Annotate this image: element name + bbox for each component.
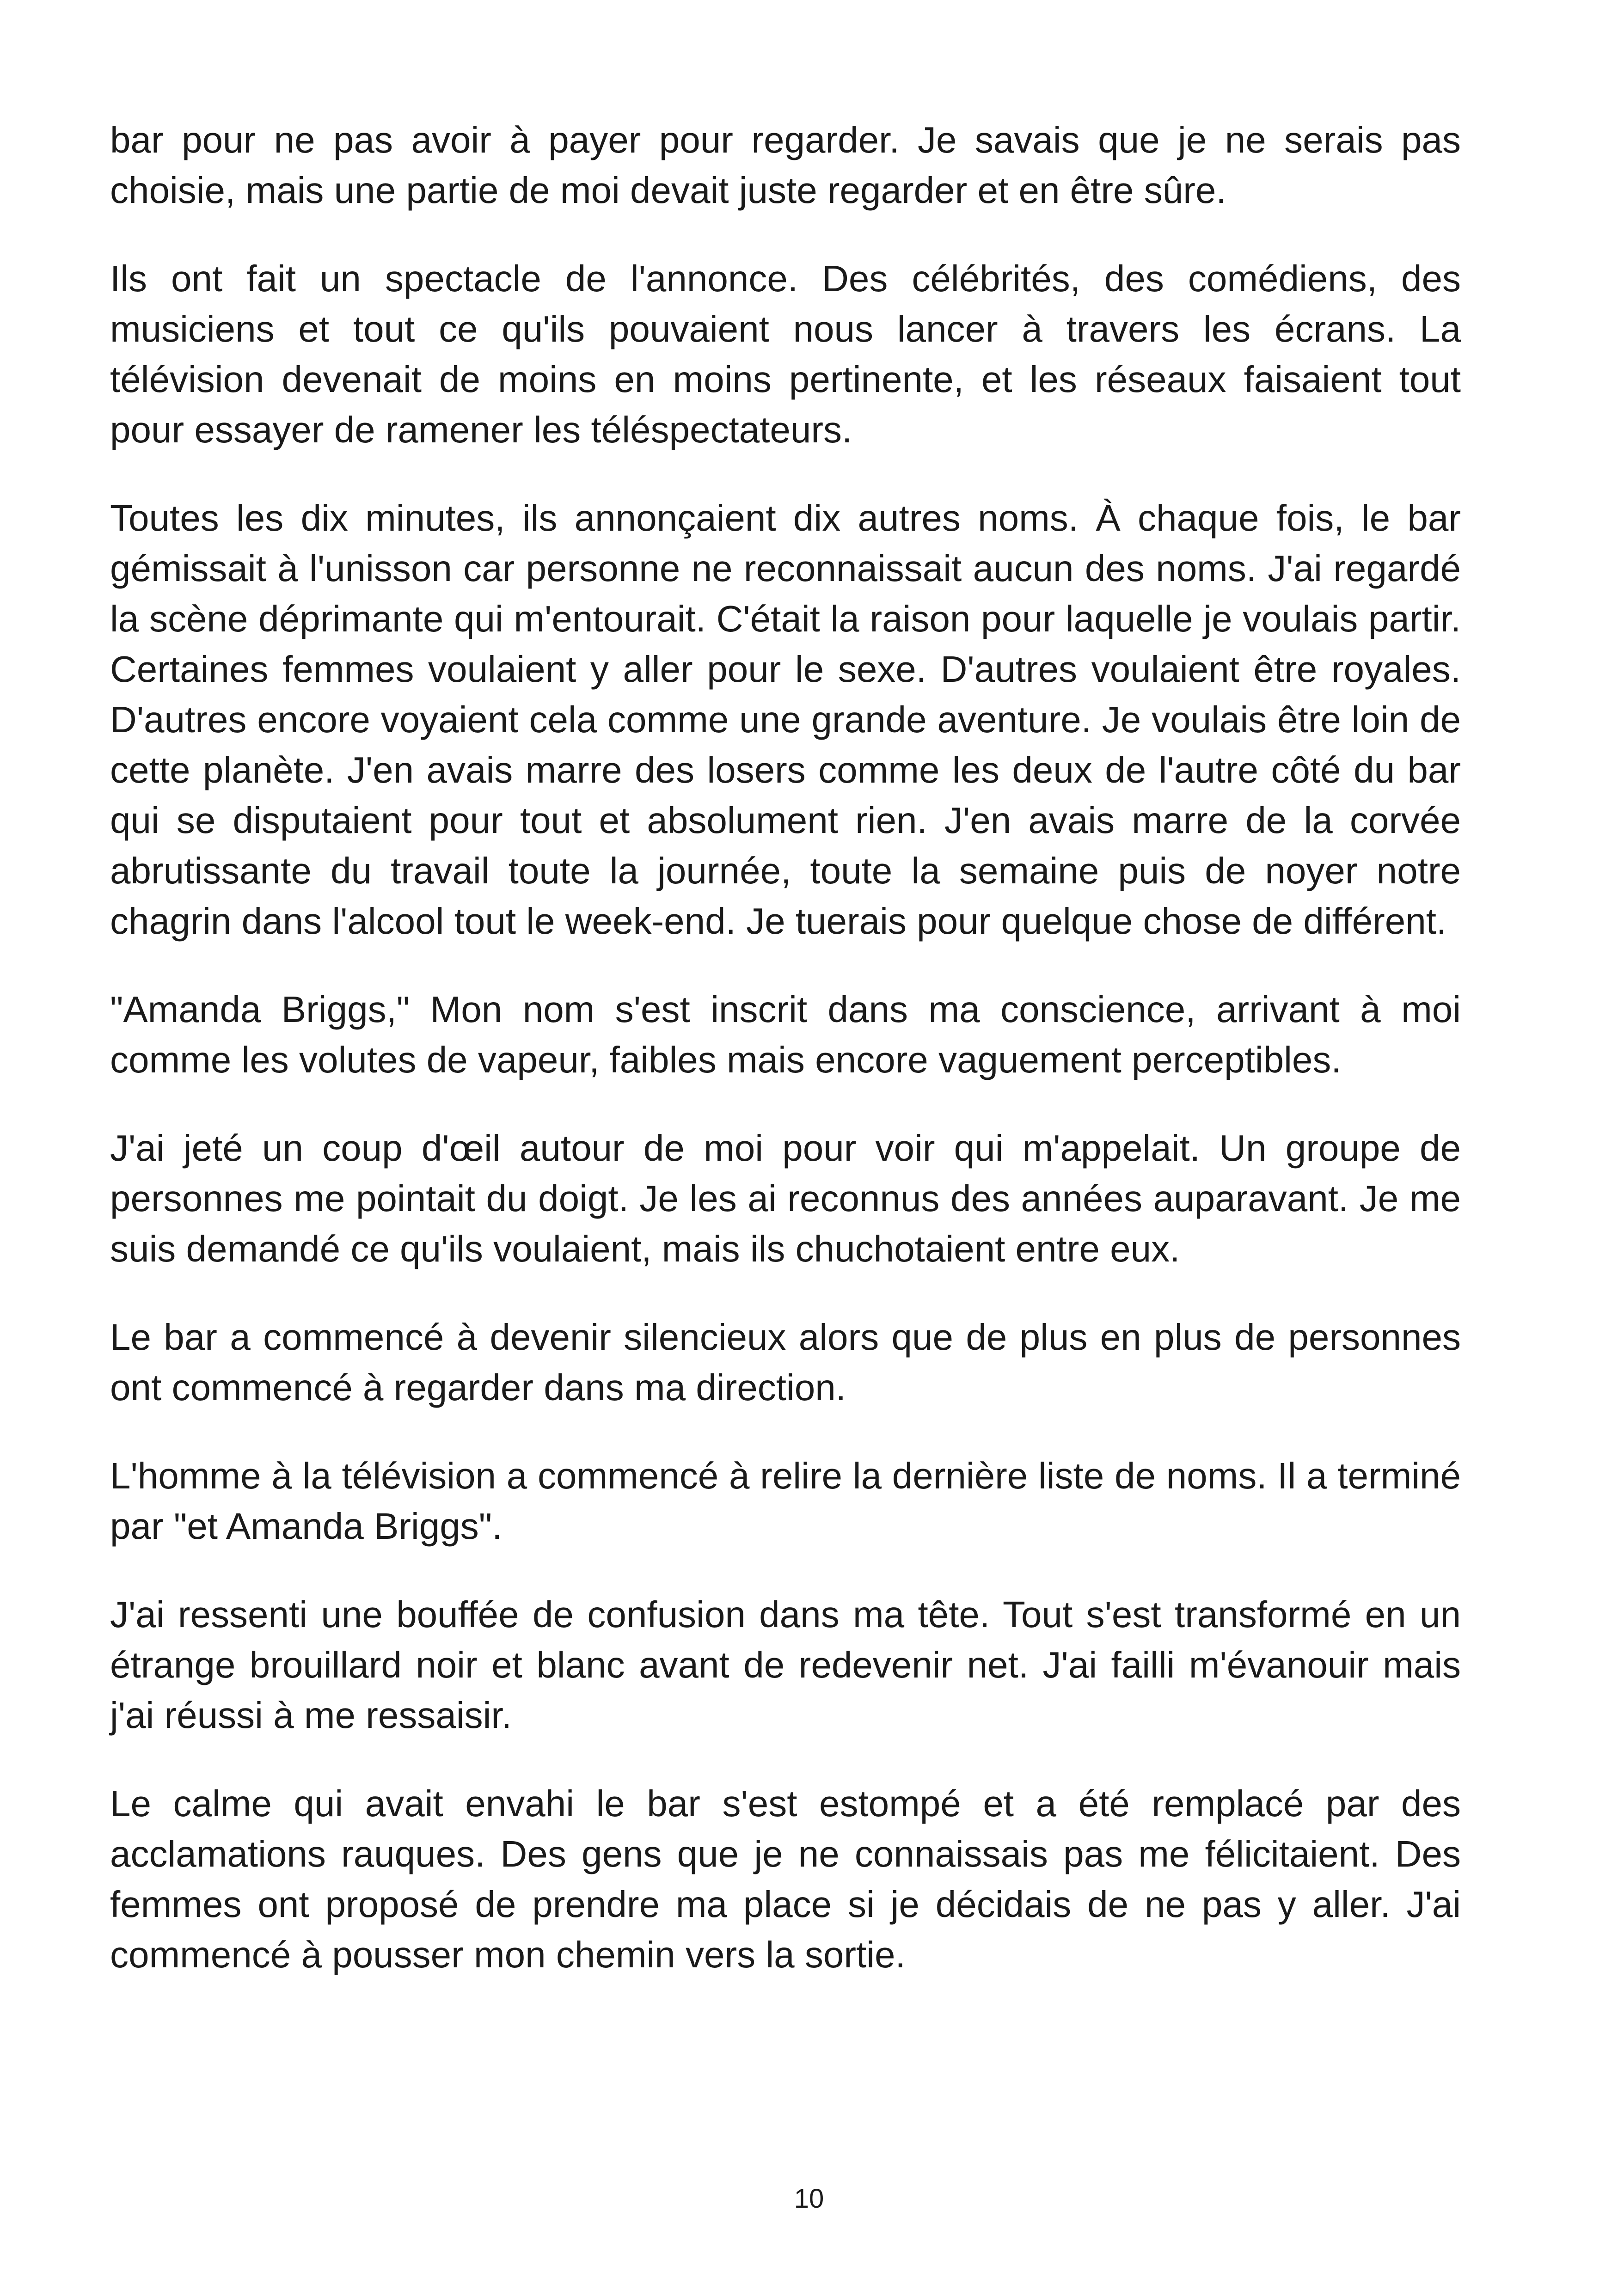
paragraph: L'homme à la télévision a commencé à relire la dernière liste de noms. Il a terminé par "et Amanda Briggs". [110, 1455, 1461, 1547]
paragraph: "Amanda Briggs," Mon nom s'est inscrit dans ma conscience, arrivant à moi comme les volutes de vapeur, faibles mais encore vaguement perceptibles. [110, 989, 1461, 1080]
paragraph: J'ai jeté un coup d'œil autour de moi pour voir qui m'appelait. Un groupe de personnes me pointait du doigt. Je les ai reconnus des années auparavant. Je me suis demandé ce qu'ils voulaient, mais ils chuchotaient entre eux. [110, 1127, 1461, 1269]
paragraph: Ils ont fait un spectacle de l'annonce. Des célébrités, des comédiens, des musiciens et tout ce qu'ils pouvaient nous lancer à travers les écrans. La télévision devenait de moins en moins pertinente, et les réseaux faisaient tout pour essayer de ramener les téléspectateurs. [110, 258, 1461, 450]
paragraph: Le bar a commencé à devenir silencieux alors que de plus en plus de personnes ont commencé à regarder dans ma direction. [110, 1316, 1461, 1408]
page-number: 10 [794, 2184, 824, 2214]
paragraph: Toutes les dix minutes, ils annonçaient dix autres noms. À chaque fois, le bar gémissait à l'unisson car personne ne reconnaissait aucun des noms. J'ai regardé la scène déprimante qui m'entourait. C'était la raison pour laquelle je voulais partir. Certaines femmes voulaient y aller pour le sexe. D'autres voulaient être royales. D'autres encore voyaient cela comme une grande aventure. Je voulais être loin de cette planète. J'en avais marre des losers comme les deux de l'autre côté du bar qui se disputaient pour tout et absolument rien. J'en avais marre de la corvée abrutissante du travail toute la journée, toute la semaine puis de noyer notre chagrin dans l'alcool tout le week-end. Je tuerais pour quelque chose de différent. [110, 497, 1461, 942]
paragraph: Le calme qui avait envahi le bar s'est estompé et a été remplacé par des acclamations rauques. Des gens que je ne connaissais pas me félicitaient. Des femmes ont proposé de prendre ma place si je décidais de ne pas y aller. J'ai commencé à pousser mon chemin vers la sortie. [110, 1783, 1461, 1975]
document-body [110, 115, 1461, 2018]
paragraph: J'ai ressenti une bouffée de confusion dans ma tête. Tout s'est transformé en un étrange brouillard noir et blanc avant de redevenir net. J'ai failli m'évanouir mais j'ai réussi à me ressaisir. [110, 1594, 1461, 1736]
paragraph: bar pour ne pas avoir à payer pour regarder. Je savais que je ne serais pas choisie, mais une partie de moi devait juste regarder et en être sûre. [110, 119, 1461, 211]
